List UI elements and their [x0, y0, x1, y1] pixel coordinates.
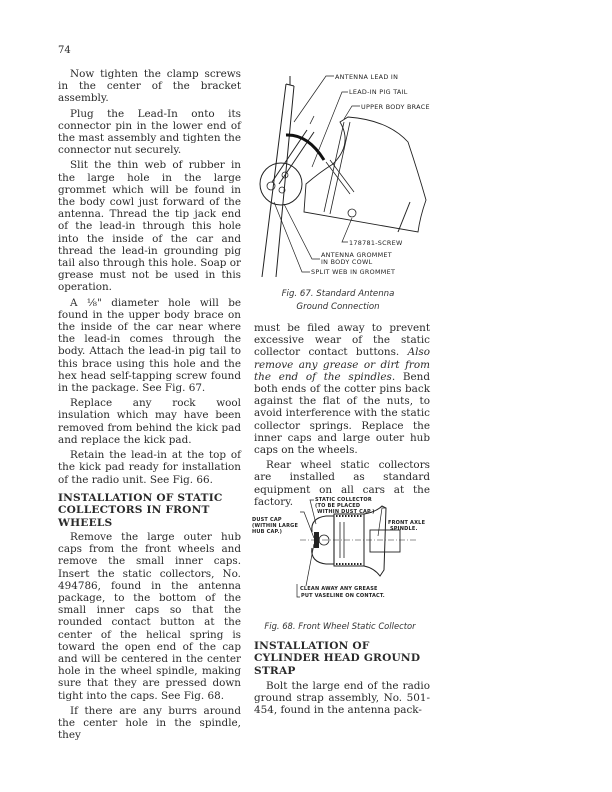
label-clean-2: PUT VASELINE ON CONTACT. — [301, 593, 385, 599]
label-clean-1: CLEAN AWAY ANY GREASE — [300, 586, 378, 592]
paragraph: Bolt the large end of the radio ground strap assembly, No. 501-454, found in the antenna pack- — [254, 680, 430, 717]
italic-text: Also remove any grease or dirt from the end of the spindles. — [254, 346, 430, 383]
paragraph: Remove the large outer hub caps from the front wheels and remove the small inner caps. Insert the static collectors, No. 494786, found in the antenna package, to the bottom of the small inner caps so that the rounded contact button at the center of the helical spring is toward the open end of the cap and will be centered in the center hole in the wheel spindle, making sure that they are pressed down tight into the caps. See Fig. 68. — [58, 530, 241, 702]
left-column — [58, 68, 241, 744]
paragraph: Replace any rock wool insulation which may have been removed from behind the kick pad and replace the kick pad. — [58, 397, 241, 446]
label-grommet-2: IN BODY COWL — [321, 258, 373, 266]
label-dust-cap-3: HUB CAP.) — [252, 529, 283, 535]
label-static-collector-1: STATIC COLLECTOR — [315, 497, 372, 503]
section-heading-cylinder-head: INSTALLATION OF CYLINDER HEAD GROUND STRAP — [254, 640, 421, 677]
section-heading-static-collectors: INSTALLATION OF STATIC COLLECTORS IN FRONT WHEELS — [58, 491, 223, 529]
page-number: 74 — [58, 45, 71, 56]
paragraph-continued — [254, 322, 430, 456]
figure-68-caption: Fig. 68. Front Wheel Static Collector — [264, 621, 416, 631]
label-antenna-lead-in: ANTENNA LEAD IN — [335, 73, 399, 81]
label-split-web: SPLIT WEB IN GROMMET — [311, 268, 396, 276]
label-front-axle-2: SPINDLE. — [390, 526, 418, 532]
right-column — [254, 322, 430, 511]
figure-68-diagram — [250, 494, 450, 586]
label-front-axle-1: FRONT AXLE — [388, 520, 426, 526]
label-lead-in-pig-tail: LEAD-IN PIG TAIL — [349, 88, 408, 96]
figure-67-caption — [268, 288, 408, 314]
paragraph: A ⅛" diameter hole will be found in the upper body brace on the inside of the car near where the lead-in comes through the body. Attach the lead-in pig tail to this brace using this hole and the hex head self-tapping screw found in the package. See Fig. 67. — [58, 296, 241, 395]
label-screw: 178781-SCREW — [349, 239, 403, 247]
figure-68-bottom-labels — [296, 584, 436, 600]
label-static-collector-2: (TO BE PLACED — [315, 503, 361, 509]
text-run: must be filed away to prevent excessive wear of the static collector contact buttons. — [254, 322, 430, 359]
paragraph: If there are any burrs around the center hole in the spindle, they — [58, 704, 241, 742]
label-grommet-1: ANTENNA GROMMET — [321, 251, 392, 259]
paragraph: Slit the thin web of rubber in the large hole in the large grommet which will be found in the body cowl just forward of the antenna. Thread the tip jack end of the lead-in through this hole into the inside of the car and thread the lead-in grounding pig tail also through this hole. Soap or grease must not be used in this operation. — [58, 159, 241, 294]
figure-67-diagram — [248, 72, 448, 277]
label-dust-cap-2: (WITHIN LARGE — [252, 523, 299, 529]
right-column-bottom — [254, 680, 430, 720]
label-upper-body-brace: UPPER BODY BRACE — [361, 103, 430, 111]
paragraph: Now tighten the clamp screws in the center of the bracket assembly. — [58, 68, 241, 105]
label-dust-cap-1: DUST CAP — [252, 517, 282, 523]
caption-line: Ground Connection — [296, 302, 380, 312]
paragraph: Retain the lead-in at the top of the kick pad ready for installation of the radio unit. See Fig. 66. — [58, 449, 241, 486]
paragraph: Rear wheel static collectors are installed as standard equipment on all cars at the factory. — [254, 459, 430, 508]
caption-line: Fig. 67. Standard Antenna — [281, 289, 395, 299]
text-run: Bend both ends of the cotter pins back against the flat of the nuts, to avoid interference with the static collector springs. Replace the inner caps and large outer hub caps on the wheels. — [254, 370, 430, 457]
right-column-lower — [254, 640, 430, 677]
label-static-collector-3: WITHIN DUST CAP.) — [317, 509, 375, 515]
paragraph: Plug the Lead-In onto its connector pin in the lower end of the mast assembly and tighten the connector nut securely. — [58, 107, 241, 157]
